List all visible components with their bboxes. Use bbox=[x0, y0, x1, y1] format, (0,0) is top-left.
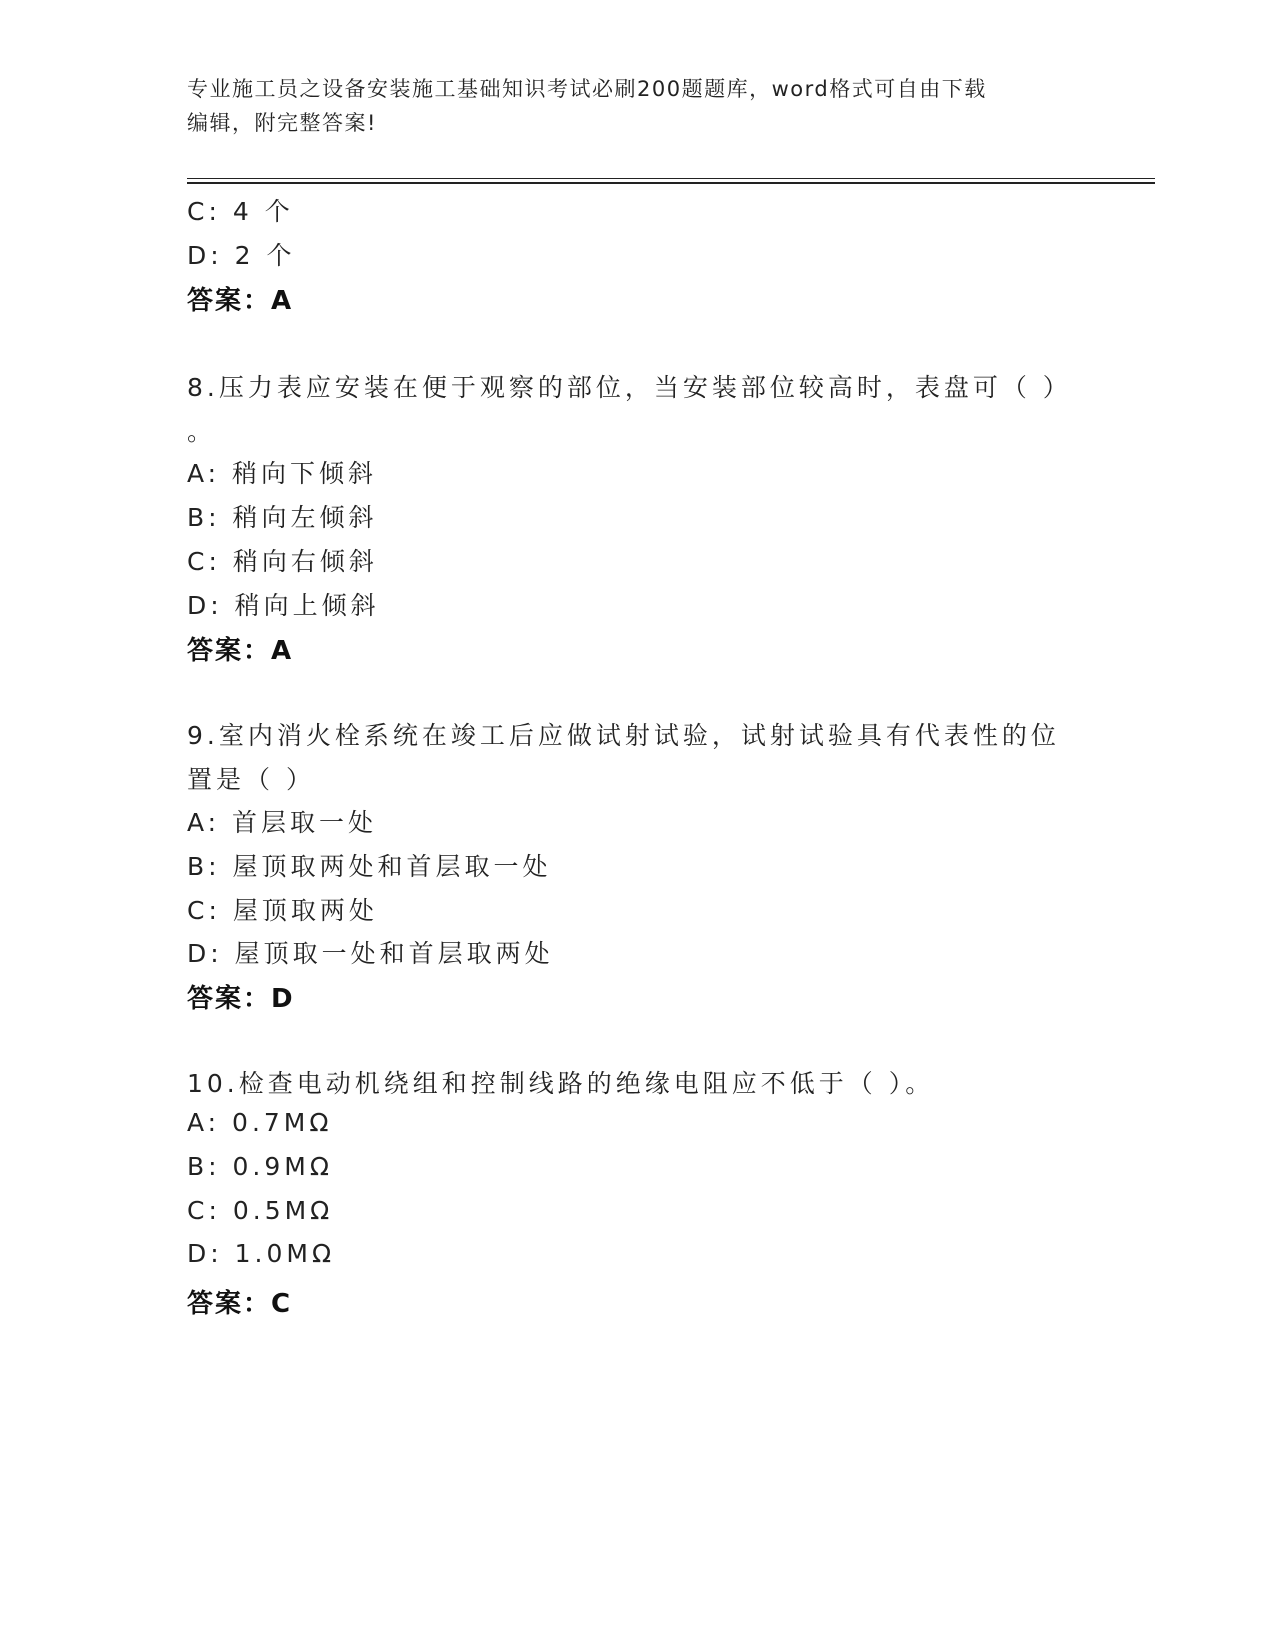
q8-option-d bbox=[187, 586, 380, 622]
option-text: 屋顶取两处和首层取一处 bbox=[232, 852, 552, 881]
option-text: 2 个 bbox=[234, 241, 296, 270]
header-title-line2: 编辑，附完整答案! bbox=[187, 111, 377, 135]
header-divider-thick bbox=[187, 182, 1155, 184]
q8-answer: 答案：A bbox=[187, 636, 294, 666]
q8-option-b bbox=[187, 498, 378, 534]
q7-option-c bbox=[187, 192, 294, 228]
option-text: 4 个 bbox=[232, 197, 294, 226]
q8-option-c bbox=[187, 542, 378, 578]
q8-stem-line1: 8.压力表应安装在便于观察的部位，当安装部位较高时，表盘可（ ） bbox=[187, 373, 1072, 402]
header-divider-thin bbox=[187, 178, 1155, 179]
q8-option-a bbox=[187, 454, 377, 490]
q7-answer: 答案：A bbox=[187, 286, 294, 316]
q9-option-d bbox=[187, 934, 554, 970]
option-label: D: bbox=[187, 1239, 223, 1268]
option-text: 稍向下倾斜 bbox=[232, 459, 378, 488]
option-text: 稍向右倾斜 bbox=[232, 547, 378, 576]
q10-stem: 10.检查电动机绕组和控制线路的绝缘电阻应不低于（ ）。 bbox=[187, 1069, 935, 1098]
q10-option-a bbox=[187, 1108, 332, 1137]
option-text: 稍向左倾斜 bbox=[232, 503, 378, 532]
page-header bbox=[187, 72, 1067, 140]
option-label: D: bbox=[187, 939, 223, 968]
option-label: B: bbox=[187, 1152, 221, 1181]
option-text: 屋顶取一处和首层取两处 bbox=[234, 939, 554, 968]
q9-option-c bbox=[187, 891, 378, 927]
q9-option-a bbox=[187, 803, 377, 839]
q8-stem-line2: 。 bbox=[187, 417, 217, 446]
option-text: 稍向上倾斜 bbox=[234, 591, 380, 620]
q7-option-d bbox=[187, 236, 296, 272]
option-label: C: bbox=[187, 1196, 221, 1225]
q9-stem-line1: 9.室内消火栓系统在竣工后应做试射试验，试射试验具有代表性的位 bbox=[187, 721, 1060, 750]
header-title-line1: 专业施工员之设备安装施工基础知识考试必刷200题题库，word格式可自由下载 bbox=[187, 77, 987, 101]
option-text: 0.7MΩ bbox=[232, 1108, 333, 1137]
option-label: C: bbox=[187, 197, 221, 226]
option-label: D: bbox=[187, 591, 223, 620]
option-label: B: bbox=[187, 852, 221, 881]
option-label: C: bbox=[187, 896, 221, 925]
option-label: A: bbox=[187, 1108, 221, 1137]
q9-answer: 答案：D bbox=[187, 984, 295, 1014]
option-text: 1.0MΩ bbox=[234, 1239, 336, 1268]
q9-stem-line2: 置是（ ） bbox=[187, 765, 315, 794]
option-label: B: bbox=[187, 503, 221, 532]
option-label: D: bbox=[187, 241, 223, 270]
option-text: 0.9MΩ bbox=[232, 1152, 333, 1181]
option-label: C: bbox=[187, 547, 221, 576]
option-text: 0.5MΩ bbox=[232, 1196, 334, 1225]
q10-option-c bbox=[187, 1196, 333, 1225]
q10-option-b bbox=[187, 1152, 333, 1181]
option-label: A: bbox=[187, 808, 221, 837]
option-text: 屋顶取两处 bbox=[232, 896, 378, 925]
option-label: A: bbox=[187, 459, 221, 488]
q9-option-b bbox=[187, 847, 552, 883]
q10-answer: 答案：C bbox=[187, 1289, 293, 1319]
q10-option-d bbox=[187, 1239, 335, 1268]
option-text: 首层取一处 bbox=[232, 808, 378, 837]
